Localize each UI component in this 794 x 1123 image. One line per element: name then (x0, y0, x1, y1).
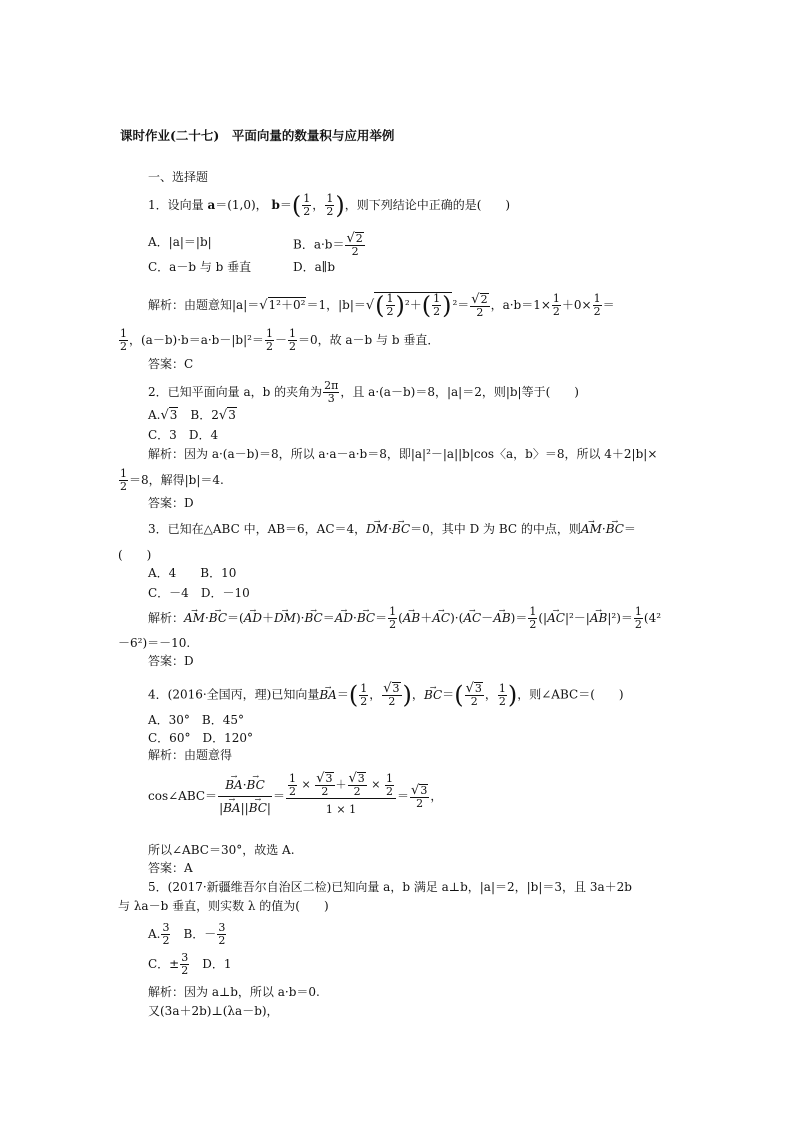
q3-answer: 答案：D (148, 654, 194, 668)
q1-option-b: B．a·b＝ $\frac{√2}{2}$ (293, 231, 363, 258)
q4-options-ab: A．30° B．45° (148, 713, 245, 727)
q1-option-a: A．|a|＝|b| (148, 235, 212, 249)
q2-solution-line2: $\frac{1}{2}$ ＝8，解得|b|＝4. (120, 467, 224, 493)
q1-answer: 答案：C (148, 357, 194, 371)
q3-solution-line2: －6²)＝－10. (118, 636, 191, 650)
q4-stem: 4．(2016·全国丙，理)已知向量→ BA＝( $\frac{1}{2}$ ， $\frac{√3}{2}$ )，→ BC＝( $\frac{√3}{2}$ ， $\frac{1}{2}$ )，则∠ABC＝( ) (148, 682, 624, 708)
q1-solution-line1: 解析：由题意知|a|＝√1²＋0²＝1，|b|＝√( $\frac{1}{2}$ )²＋( $\frac{1}{2}$ )²＝ $\frac{√2}{2}$ ，a·b＝1× $\frac{1}{2}$ ＋0× $\frac{1}{2}$ ＝ (148, 291, 615, 320)
q3-options-cd: C．－4 D．－10 (148, 586, 250, 600)
q3-paren: ( ) (118, 548, 152, 562)
q2-options-cd: C．3 D．4 (148, 428, 219, 442)
q5-stem-line2: 与 λa－b 垂直，则实数 λ 的值为( ) (118, 899, 329, 913)
q4-options-cd: C．60° D．120° (148, 731, 253, 745)
q1-option-d: D．a∥b (293, 260, 336, 274)
q4-conclusion: 所以∠ABC＝30°，故选 A. (148, 843, 295, 857)
q3-options-ab: A．4 B．10 (148, 566, 237, 580)
q2-stem: 2．已知平面向量 a，b 的夹角为 $\frac{2\pi}{3}$ ，且 a·(a－b)＝8，|a|＝2，则|b|等于( ) (148, 379, 579, 405)
q3-stem: 3．已知在△ABC 中，AB＝6，AC＝4，→ DM·→ BC＝0，其中 D 为 BC 的中点，则→ AM·→ BC＝ (148, 522, 636, 537)
q4-solution-formula: cos∠ABC＝ → $\frac{BA\cdot\to BC}{|\to BA||\to BC|}$ ＝ $\frac{1}{2}$ × $\frac{√3}{2}$ ＋ $\frac{√3}{2}$ × $\frac{1}{2}$ 1 × 1 ＝ $\frac{√3}{2}$ ， (148, 772, 442, 834)
q2-options-ab: A.√3 B．2√3 (148, 408, 236, 423)
q2-answer: 答案：D (148, 496, 194, 510)
q5-options-ab: A. $\frac{3}{2}$ B．－ $\frac{3}{2}$ (148, 921, 226, 947)
section-heading: 一、选择题 (148, 170, 209, 184)
q3-solution-line1: 解析：→ AM·→ BC＝(→ AD＋→ DM)·→ BC＝→ AD·→ BC＝ $\frac{1}{2}$ (→ AB＋→ AC)·(→ AC－→ AB)＝ $\frac{1}{2}$ (|→ AC|²－|→ AB|²)＝ $\frac{1}{2}$ (4² (148, 606, 661, 631)
q5-stem-line1: 5．(2017·新疆维吾尔自治区二检)已知向量 a，b 满足 a⊥b，|a|＝2，|b|＝3，且 3a＋2b (148, 880, 632, 894)
q2-solution-line1: 解析：因为 a·(a－b)＝8，所以 a·a－a·b＝8，即|a|²－|a||b|cos〈a，b〉＝8，所以 4＋2|b|× (148, 447, 658, 461)
q4-solution-intro: 解析：由题意得 (148, 748, 233, 762)
q1-stem: 1．设向量 a＝(1,0)， b＝( $\frac{1}{2}$ ， $\frac{1}{2}$ )，则下列结论中正确的是( ) (148, 191, 511, 220)
q5-solution-line2: 又(3a＋2b)⊥(λa－b)， (148, 1004, 279, 1018)
q1-option-c: C．a－b 与 b 垂直 (148, 260, 252, 274)
q4-answer: 答案：A (148, 861, 193, 875)
q1-solution-line2: $\frac{1}{2}$ ，(a－b)·b＝a·b－|b|²＝ $\frac{1}{2}$ － $\frac{1}{2}$ ＝0，故 a－b 与 b 垂直． (120, 327, 440, 353)
q5-options-cd: C．± $\frac{3}{2}$ D．1 (148, 951, 232, 977)
q5-solution-line1: 解析：因为 a⊥b，所以 a·b＝0. (148, 985, 320, 999)
page-title: 课时作业(二十七) 平面向量的数量积与应用举例 (120, 128, 395, 143)
